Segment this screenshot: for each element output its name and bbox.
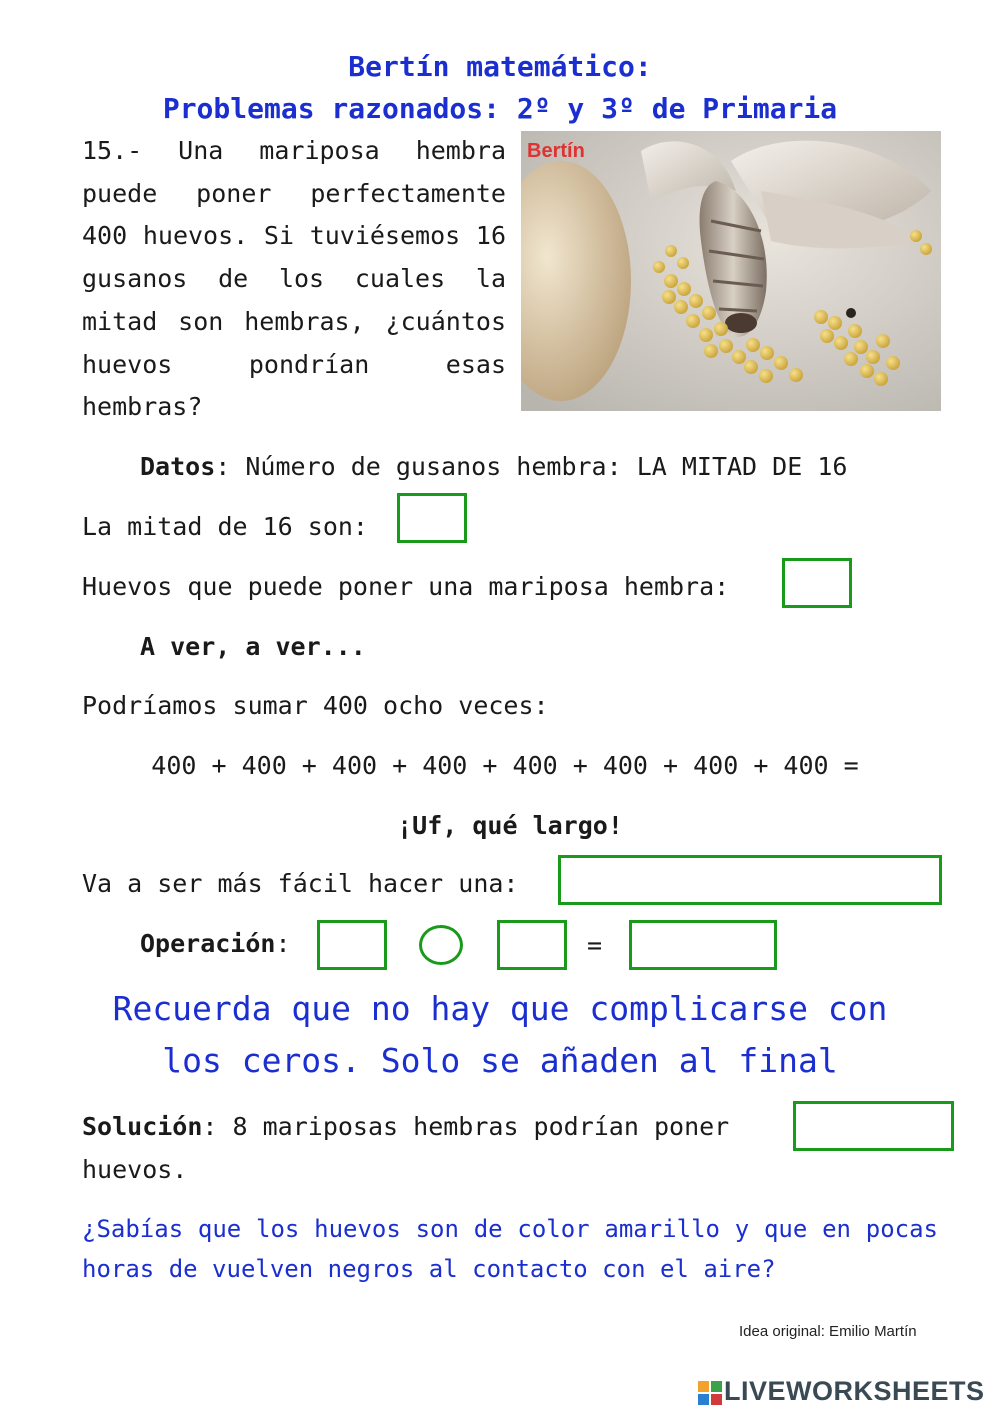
operand1-box[interactable]: [317, 920, 387, 970]
aver-text: A ver, a ver...: [140, 632, 366, 661]
operator-circle[interactable]: [419, 925, 463, 965]
mitad-text: La mitad de 16 son:: [82, 512, 368, 541]
photo-watermark: Bertín: [527, 140, 585, 162]
datos-label: Datos: [140, 452, 216, 481]
sumar-text: Podríamos sumar 400 ocho veces:: [82, 691, 549, 720]
page-title: Bertín matemático:: [348, 50, 652, 83]
equals-sign: =: [587, 931, 603, 960]
liveworksheets-logo-icon: [698, 1381, 722, 1405]
operacion-line: [140, 929, 291, 958]
fun-fact: ¿Sabías que los huevos son de color amarillo y que en pocas horas de vuelven negros al contacto con el aire?: [82, 1215, 938, 1283]
facil-text: Va a ser más fácil hacer una:: [82, 869, 519, 898]
solucion-line2: huevos.: [82, 1155, 188, 1184]
huevos-text: Huevos que puede poner una mariposa hembra:: [82, 572, 730, 601]
mitad-answer-box[interactable]: [397, 493, 467, 543]
operacion-colon: :: [275, 929, 291, 958]
datos-line: [140, 452, 847, 481]
facil-answer-box[interactable]: [558, 855, 942, 905]
suma-expression: 400 + 400 + 400 + 400 + 400 + 400 + 400 + 400 =: [151, 751, 859, 780]
huevos-answer-box[interactable]: [782, 558, 852, 608]
page-subtitle: Problemas razonados: 2º y 3º de Primaria: [162, 92, 838, 125]
solucion-answer-box[interactable]: [793, 1101, 954, 1151]
datos-text: : Número de gusanos hembra: LA MITAD DE 16: [215, 452, 848, 481]
operand2-box[interactable]: [497, 920, 567, 970]
solucion-label: Solución: [82, 1112, 203, 1141]
result-box[interactable]: [629, 920, 777, 970]
reminder-line2: los ceros. Solo se añaden al final: [162, 1041, 838, 1080]
liveworksheets-brand[interactable]: LIVEWORKSHEETS: [724, 1376, 985, 1406]
credit-text: Idea original: Emilio Martín: [739, 1323, 917, 1340]
solucion-text: : 8 mariposas hembras podrían poner: [202, 1112, 730, 1141]
moth-photo: [521, 131, 941, 411]
reminder-line1: Recuerda que no hay que complicarse con: [112, 989, 888, 1028]
solucion-line: [82, 1112, 729, 1141]
operacion-label: Operación: [140, 929, 276, 958]
problem-text: 15.- Una mariposa hembra puede poner perfectamente 400 huevos. Si tuviésemos 16 gusanos de los cuales la mitad son hembras, ¿cuántos huevos pondrían esas hembras?: [82, 136, 506, 422]
uf-text: ¡Uf, qué largo!: [397, 811, 623, 840]
